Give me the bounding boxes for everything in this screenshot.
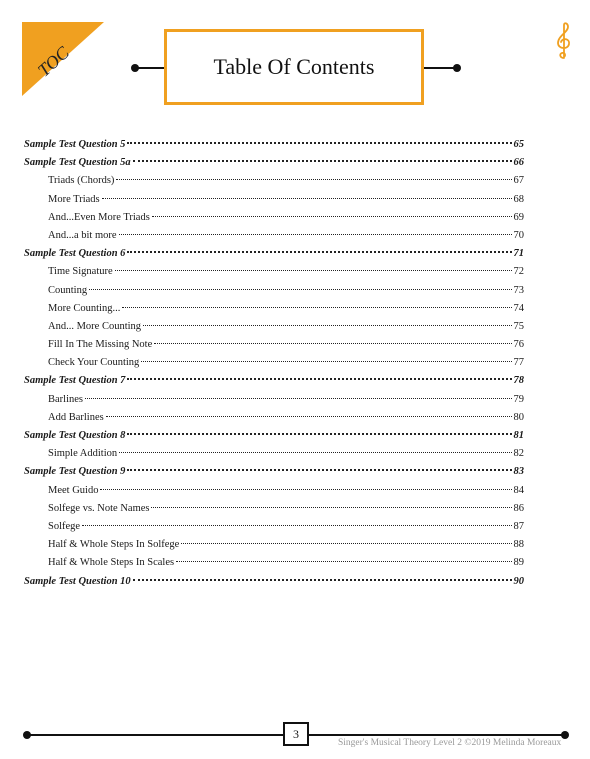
toc-corner-tab[interactable]: [22, 22, 104, 96]
toc-entry-page: 79: [513, 393, 524, 405]
toc-entry-label: Sample Test Question 8: [24, 430, 126, 441]
toc-entry-label: Check Your Counting: [48, 357, 140, 369]
toc-dot-leader: [85, 398, 512, 399]
toc-subsection-entry[interactable]: [24, 263, 524, 281]
toc-entry-page: 74: [513, 302, 524, 314]
toc-dot-leader: [151, 507, 511, 508]
toc-subsection-entry[interactable]: [24, 554, 524, 572]
toc-dot-leader: [82, 525, 511, 526]
toc-dot-leader: [143, 325, 511, 326]
toc-entry-label: Barlines: [48, 393, 83, 405]
toc-section-entry[interactable]: [24, 372, 524, 390]
toc-section-entry[interactable]: [24, 427, 524, 445]
toc-entry-label: Half & Whole Steps In Solfege: [48, 539, 180, 551]
toc-entry-page: 81: [513, 430, 524, 441]
toc-entry-label: Simple Addition: [48, 448, 118, 460]
toc-entry-page: 80: [513, 411, 524, 423]
toc-entry-page: 71: [513, 248, 524, 260]
page-number: 3: [283, 722, 309, 746]
page-title: Table Of Contents: [164, 29, 424, 105]
treble-clef-icon: [554, 22, 574, 62]
toc-subsection-entry[interactable]: [24, 445, 524, 463]
toc-entry-page: 77: [513, 357, 524, 369]
toc-subsection-entry[interactable]: [24, 391, 524, 409]
toc-dot-leader: [115, 270, 512, 271]
toc-entry-page: 88: [513, 539, 524, 551]
toc-entry-label: Sample Test Question 6: [24, 248, 126, 260]
toc-entry-page: 90: [513, 575, 524, 587]
toc-subsection-entry[interactable]: [24, 482, 524, 500]
toc-entry-label: And... More Counting: [48, 320, 142, 332]
toc-entry-page: 70: [513, 229, 524, 241]
toc-subsection-entry[interactable]: [24, 409, 524, 427]
toc-dot-leader: [89, 289, 511, 290]
toc-section-entry[interactable]: [24, 154, 524, 172]
toc-entry-label: Sample Test Question 7: [24, 375, 126, 387]
toc-dot-leader: [127, 251, 511, 253]
toc-dot-leader: [127, 378, 511, 380]
toc-dot-leader: [141, 361, 511, 362]
toc-entry-page: 82: [513, 448, 524, 460]
toc-entry-page: 68: [513, 193, 524, 205]
toc-dot-leader: [181, 543, 511, 544]
toc-dot-leader: [106, 416, 512, 417]
toc-dot-leader: [119, 234, 512, 235]
title-line-right-dot: [453, 64, 461, 72]
toc-dot-leader: [102, 198, 512, 199]
corner-label: TOC: [33, 42, 73, 81]
toc-entry-page: 78: [513, 375, 524, 387]
toc-entry-page: 65: [513, 139, 524, 150]
toc-dot-leader: [127, 142, 511, 144]
toc-dot-leader: [154, 343, 511, 344]
toc-entry-page: 67: [513, 175, 524, 187]
toc-dot-leader: [127, 433, 511, 435]
toc-entry-label: And...a bit more: [48, 229, 117, 241]
toc-entry-label: Time Signature: [48, 266, 113, 278]
footer-line-left: [27, 734, 283, 736]
toc-dot-leader: [152, 216, 512, 217]
toc-entry-page: 66: [513, 157, 524, 169]
toc-dot-leader: [127, 469, 511, 471]
toc-dot-leader: [100, 489, 511, 490]
toc-dot-leader: [122, 307, 511, 308]
toc-subsection-entry[interactable]: [24, 354, 524, 372]
toc-subsection-entry[interactable]: [24, 209, 524, 227]
toc-subsection-entry[interactable]: [24, 172, 524, 190]
title-line-right: [424, 67, 456, 69]
toc-dot-leader: [176, 561, 511, 562]
toc-subsection-entry[interactable]: [24, 318, 524, 336]
toc-subsection-entry[interactable]: [24, 500, 524, 518]
toc-entry-page: 83: [513, 466, 524, 478]
toc-dot-leader: [133, 579, 512, 581]
toc-entry-page: 73: [513, 284, 524, 296]
toc-entry-label: Solfege vs. Note Names: [48, 502, 150, 514]
toc-subsection-entry[interactable]: [24, 191, 524, 209]
toc-subsection-entry[interactable]: [24, 227, 524, 245]
toc-subsection-entry[interactable]: [24, 282, 524, 300]
toc-entry-label: Solfege: [48, 520, 81, 532]
toc-entry-label: More Counting...: [48, 302, 121, 314]
toc-entry-label: Sample Test Question 9: [24, 466, 126, 478]
toc-entry-label: More Triads: [48, 193, 100, 205]
toc-entry-label: Sample Test Question 5a: [24, 157, 131, 169]
toc-entry-label: Half & Whole Steps In Scales: [48, 557, 175, 569]
toc-entry-page: 89: [513, 557, 524, 569]
toc-section-entry[interactable]: [24, 245, 524, 263]
toc-entry-page: 87: [513, 520, 524, 532]
toc-entry-label: Counting: [48, 284, 88, 296]
toc-dot-leader: [119, 452, 511, 453]
toc-entry-label: Fill In The Missing Note: [48, 339, 153, 351]
toc-entry-page: 72: [513, 266, 524, 278]
toc-entry-page: 76: [513, 339, 524, 351]
toc-entry-label: Add Barlines: [48, 411, 104, 423]
toc-section-entry[interactable]: [24, 463, 524, 481]
toc-entry-label: Meet Guido: [48, 484, 99, 496]
footer-credit: Singer's Musical Theory Level 2 ©2019 Melinda Moreaux: [338, 738, 562, 748]
toc-entry-label: Sample Test Question 5: [24, 139, 126, 150]
toc-dot-leader: [116, 179, 511, 180]
toc-entry-label: And...Even More Triads: [48, 211, 150, 223]
toc-subsection-entry[interactable]: [24, 300, 524, 318]
toc-subsection-entry[interactable]: [24, 536, 524, 554]
title-line-left: [135, 67, 165, 69]
toc-section-entry[interactable]: [24, 573, 524, 591]
toc-subsection-entry[interactable]: [24, 336, 524, 354]
toc-entry-page: 86: [513, 502, 524, 514]
toc-dot-leader: [133, 160, 512, 162]
toc-entry-page: 69: [513, 211, 524, 223]
toc-entry-page: 75: [513, 320, 524, 332]
toc-subsection-entry[interactable]: [24, 518, 524, 536]
toc-entry-label: Sample Test Question 10: [24, 575, 131, 587]
toc-entry-page: 84: [513, 484, 524, 496]
toc-list: [24, 136, 524, 591]
toc-section-entry[interactable]: [24, 136, 524, 154]
footer-line-right-dot: [561, 731, 569, 739]
toc-entry-label: Triads (Chords): [48, 175, 115, 187]
footer-line-right: [309, 734, 564, 736]
